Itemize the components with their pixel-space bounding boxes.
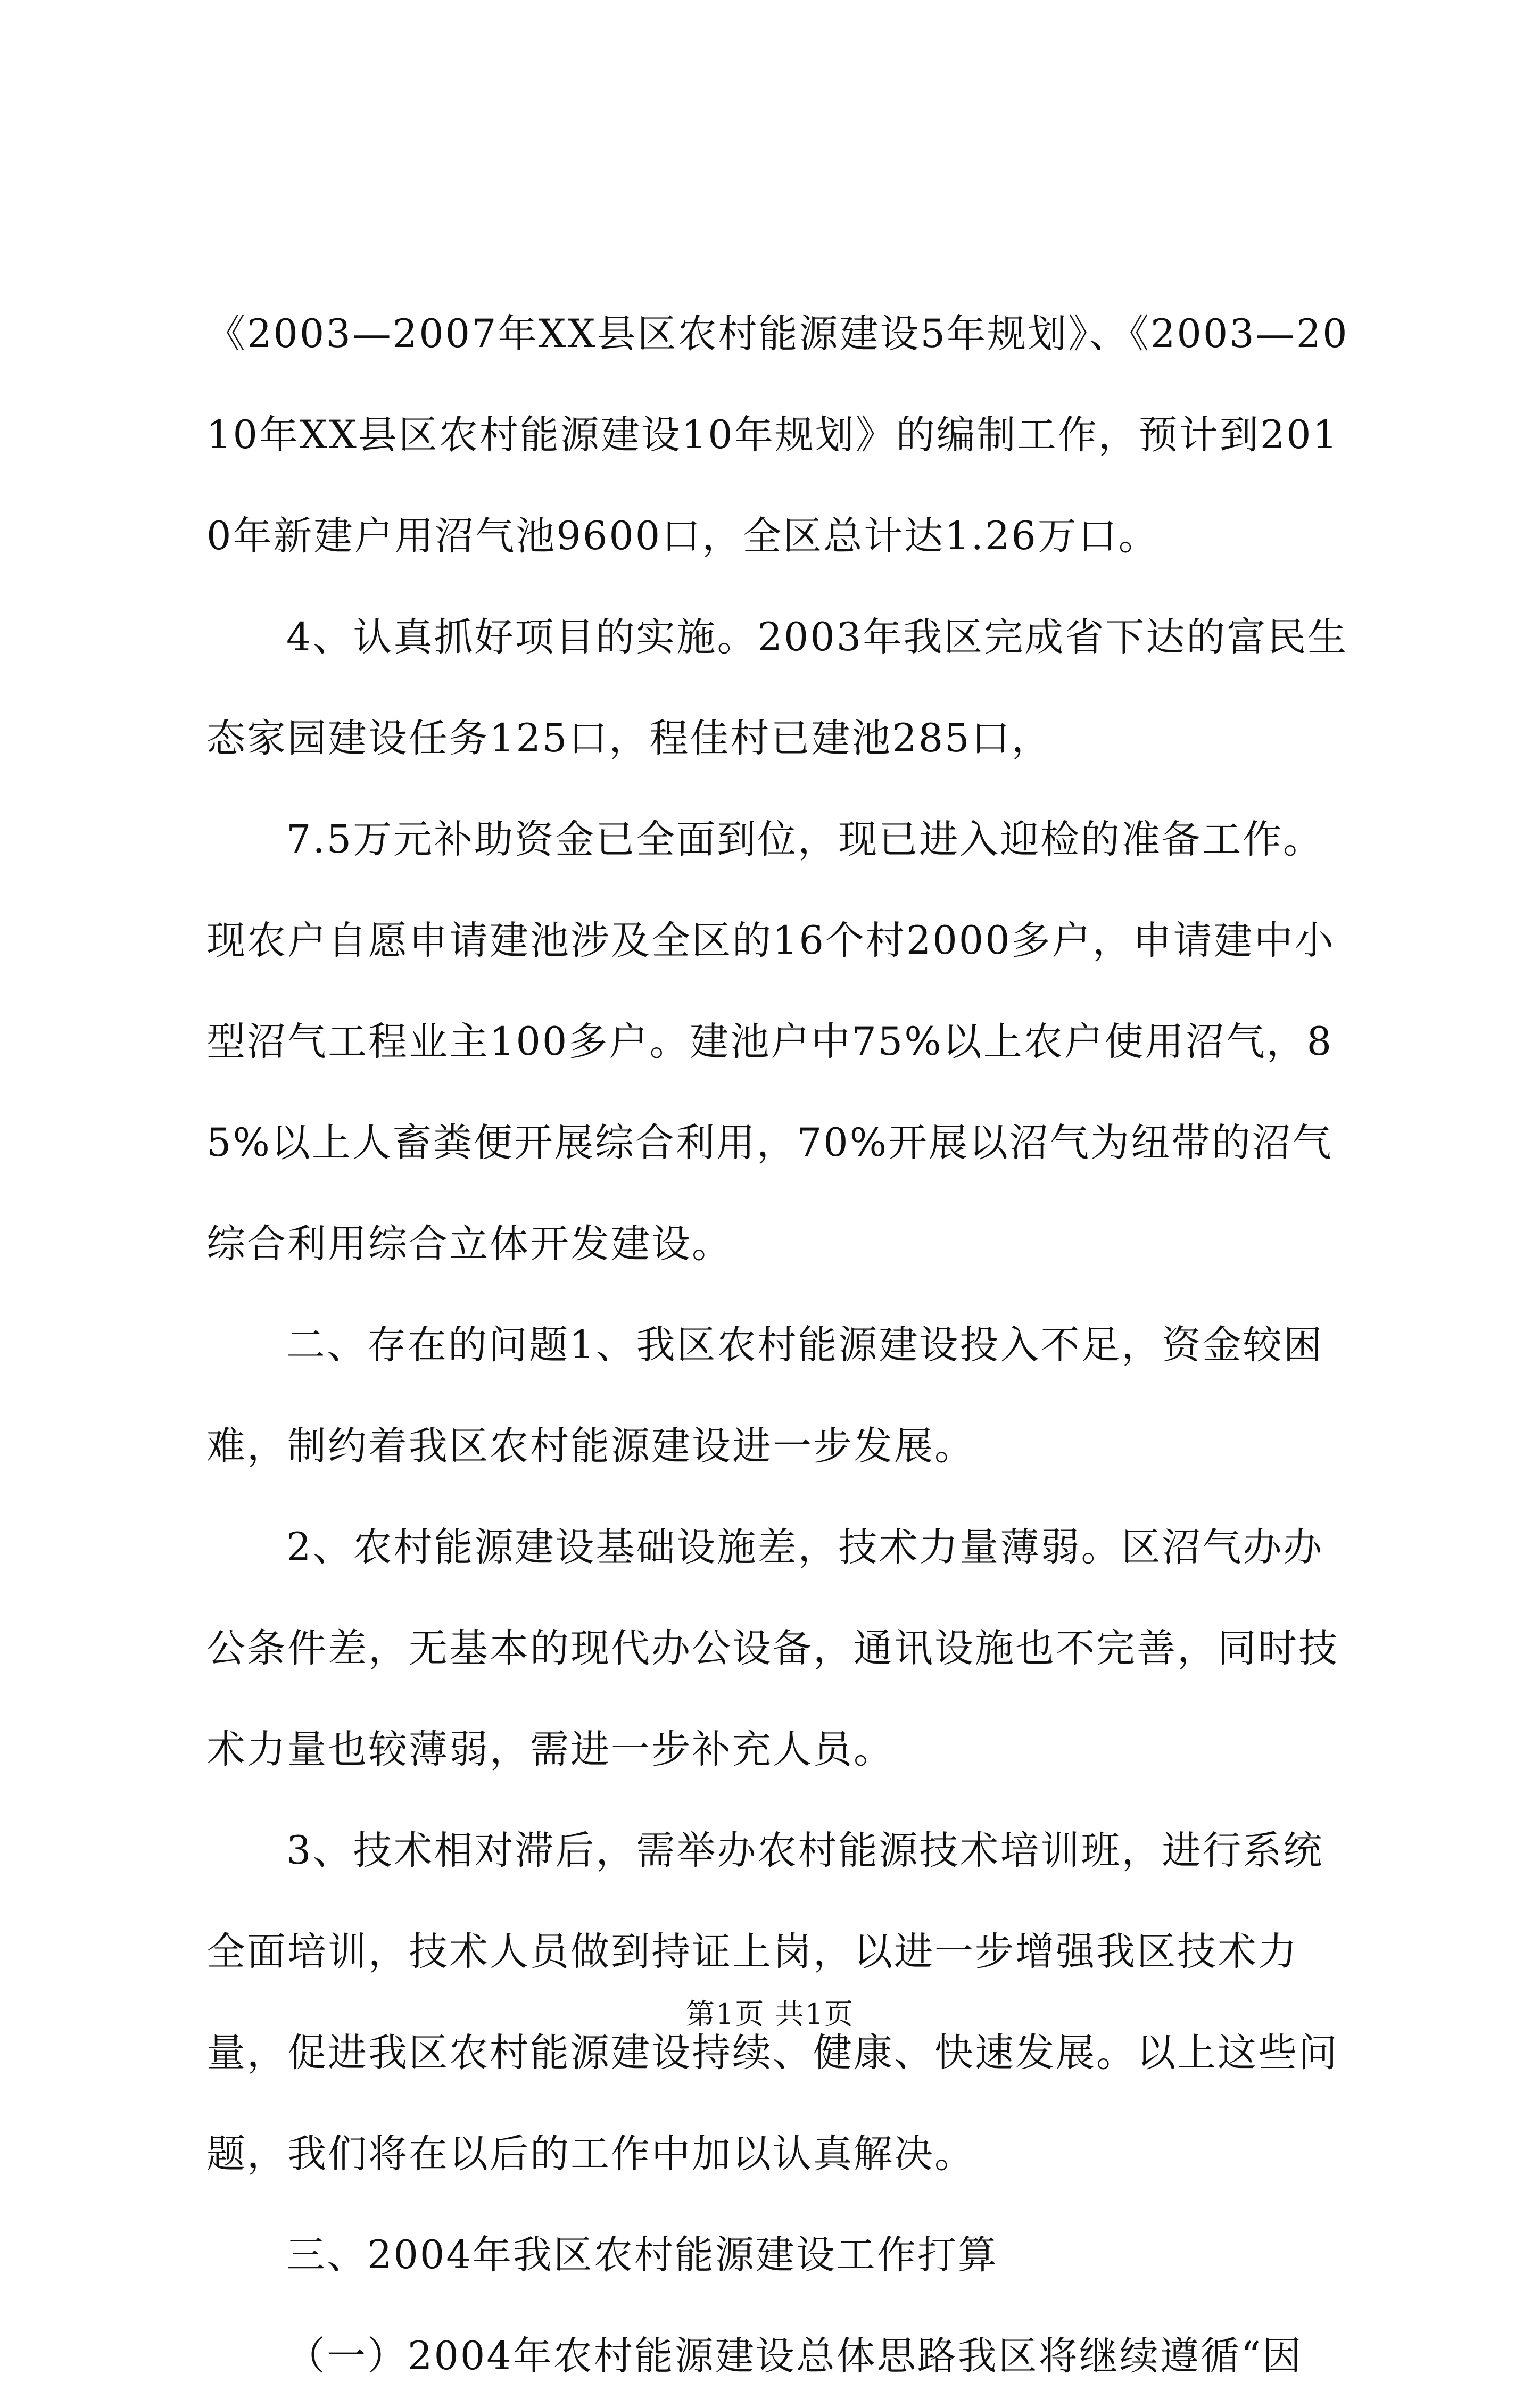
document-body [206, 284, 1356, 2407]
section-heading-2004-plan: 三、2004年我区农村能源建设工作打算 [286, 2232, 998, 2278]
paragraph-plan-drafting: 《2003—2007年XX县区农村能源建设5年规划》、《2003—2010年XX县区农村能源建设10年规划》的编制工作，预计到2010年新建户用沼气池9600口，全区总计达1.26万口。 [206, 311, 1349, 559]
paragraph-overall-approach: （一）2004年农村能源建设总体思路我区将继续遵循“因 [286, 2334, 1303, 2379]
page-number-footer: 第1页 共1页 [686, 1997, 854, 2031]
paragraph-problem-technology: 3、技术相对滞后，需举办农村能源技术培训班，进行系统全面培训，技术人员做到持证上岗，以进一步增强我区技术力量，促进我区农村能源建设持续、健康、快速发展。以上这些问题，我们将在以后的工作中加以认真解决。 [206, 1828, 1339, 2177]
paragraph-problem-funding: 二、存在的问题1、我区农村能源建设投入不足，资金较困难，制约着我区农村能源建设进一步发展。 [206, 1322, 1324, 1469]
paragraph-project-implementation: 4、认真抓好项目的实施。2003年我区完成省下达的富民生态家园建设任务125口，程佳村已建池285口， [206, 615, 1348, 761]
paragraph-problem-infrastructure: 2、农村能源建设基础设施差，技术力量薄弱。区沼气办办公条件差，无基本的现代办公设备，通讯设施也不完善，同时技术力量也较薄弱，需进一步补充人员。 [206, 1525, 1339, 1772]
paragraph-subsidy-funds: 7.5万元补助资金已全面到位，现已进入迎检的准备工作。现农户自愿申请建池涉及全区的16个村2000多户，申请建中小型沼气工程业主100多户。建池户中75%以上农户使用沼气，85%以上人畜粪便开展综合利用，70%开展以沼气为纽带的沼气综合利用综合立体开发建设。 [206, 817, 1335, 1267]
